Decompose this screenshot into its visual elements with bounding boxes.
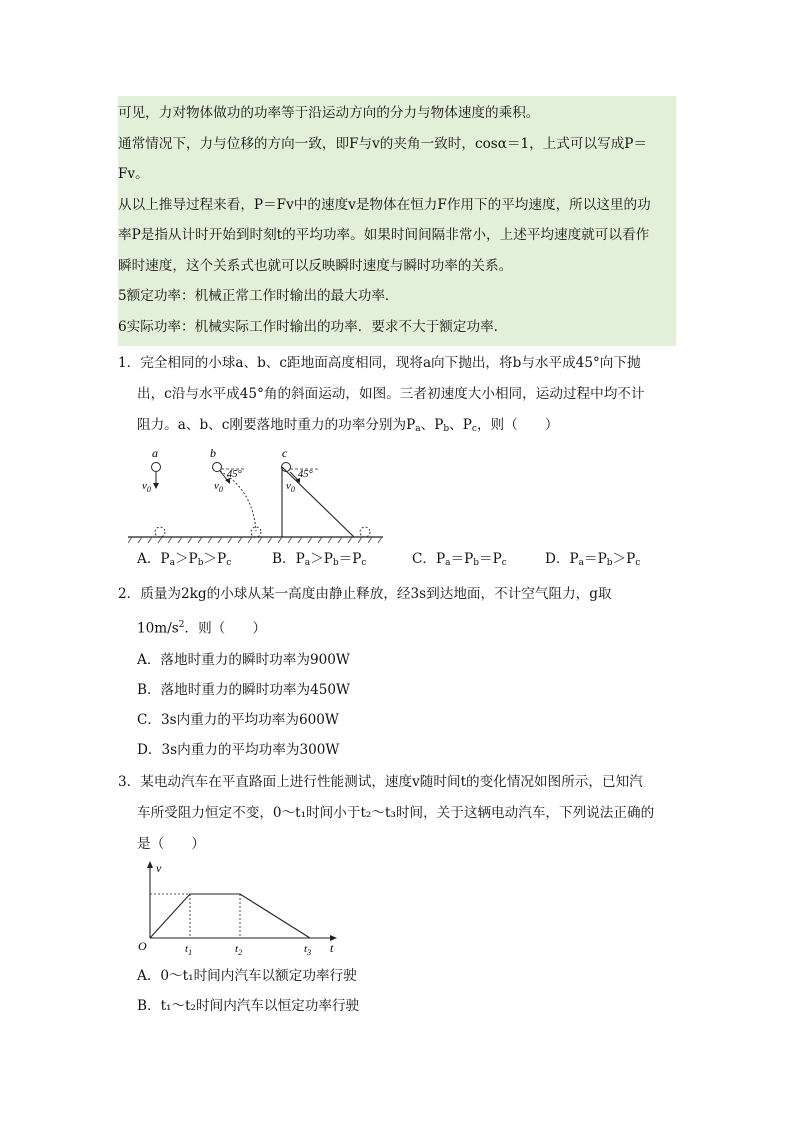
q3-option-a[interactable]: A．0～t₁时间内汽车以额定功率行驶 <box>137 967 357 984</box>
svg-text:t3: $t_3$ <box>304 942 312 955</box>
q2-option-a[interactable]: A．落地时重力的瞬时功率为900W <box>137 651 350 668</box>
q2-option-b[interactable]: B．落地时重力的瞬时功率为450W <box>137 681 351 698</box>
q1-line3-pre: 阻力。a、b、c刚要落地时重力的功率分别为P <box>137 417 416 433</box>
q3-line2: 车所受阻力恒定不变，0～t₁时间小于t₂～t₃时间，关于这辆电动汽车，下列说法正确的 <box>137 804 655 821</box>
q1-figure <box>128 445 388 545</box>
svg-text:v0: $v_0$ <box>142 480 151 494</box>
label-a: a <box>152 446 158 460</box>
question-3 <box>118 767 676 1021</box>
q3-vt-graph <box>132 860 342 955</box>
ball-a <box>152 463 161 472</box>
q2-stem: 2．质量为2kg的小球从某一高度由静止释放，经3s到达地面，不计空气阻力，g取 $10m/s^2$．则（ ） <box>118 586 612 637</box>
svg-text:t1: $t_1$ <box>185 942 193 955</box>
q2-line2-post: ．则（ ） <box>184 620 267 637</box>
label-b: b <box>210 446 216 460</box>
q2-line1: 2．质量为2kg的小球从某一高度由静止释放，经3s到达地面，不计空气阻力，g取 <box>118 586 612 602</box>
notes-block <box>118 96 676 346</box>
q1-option-c[interactable]: C．$P_a=P_b=P_c$ <box>412 551 507 568</box>
q3-line3: 是（ ） <box>137 835 205 852</box>
document-page <box>118 96 676 1021</box>
axis-t-label: t <box>330 940 334 955</box>
q1-option-a[interactable]: A．$P_a>P_b>P_c$ <box>137 551 232 568</box>
question-1 <box>118 348 676 577</box>
note-line: 可见，力对物体做功的功率等于沿运动方向的分力与物体速度的乘积。 <box>118 105 540 121</box>
q1-options <box>118 545 676 577</box>
svg-text:t2: $t_2$ <box>235 942 243 955</box>
note-line: Fv。 <box>118 166 149 182</box>
q1-option-b[interactable]: B．$P_a>P_b=P_c$ <box>272 551 367 568</box>
note-line: 5额定功率：机械正常工作时输出的最大功率． <box>118 288 399 304</box>
label-c: c <box>282 446 288 460</box>
svg-text:v0: $v_0$ <box>214 480 223 494</box>
q1-line2: 出，c沿与水平成45°角的斜面运动，如图。三者初速度大小相同，运动过程中均不计 <box>137 386 645 402</box>
q1-line3-post: ，则（ ） <box>476 417 559 433</box>
note-line: 通常情况下，力与位移的方向一致，即F与v的夹角一致时，cosα＝1，上式可以写成P＝ <box>118 135 648 152</box>
ball-a-landing <box>155 527 165 537</box>
q2-option-d[interactable]: D．3s内重力的平均功率为300W <box>137 741 340 758</box>
ball-b-landing <box>251 527 261 537</box>
question-2 <box>118 579 676 765</box>
origin-label: O <box>138 938 147 953</box>
note-line: 瞬时速度，这个关系式也就可以反映瞬时速度与瞬时功率的关系。 <box>118 257 513 274</box>
svg-text:v0: $v_0$ <box>286 480 295 494</box>
note-line: 6实际功率：机械实际工作时输出的功率．要求不大于额定功率． <box>118 318 508 335</box>
note-line: 从以上推导过程来看，P＝Fv中的速度v是物体在恒力F作用下的平均速度，所以这里的功 <box>118 196 651 213</box>
q3-option-b[interactable]: B．t₁～t₂时间内汽车以恒定功率行驶 <box>137 997 360 1014</box>
q1-stem: 1．完全相同的小球a、b、c距地面高度相同，现将a向下抛出，将b与水平成45°向下抛 出，c沿与水平成45°角的斜面运动，如图。三者初速度大小相同，运动过程中均不计 阻力。a、b、c刚要落地时重力的功率分别为$P_a$、$P_b$、$P_c$，则（ ） <box>118 355 645 434</box>
q3-line1: 3．某电动汽车在平直路面上进行性能测试，速度v随时间t的变化情况如图所示，已知汽 <box>118 773 643 790</box>
q3-stem <box>118 767 676 860</box>
note-line: 率P是指从计时开始到时刻t的平均功率。如果时间间隔非常小，上述平均速度就可以看作 <box>118 227 650 243</box>
q1-option-d[interactable]: D．$P_a=P_b>P_c$ <box>545 551 641 568</box>
axis-v-label: v <box>156 860 162 875</box>
angle-b: 45° <box>227 469 242 480</box>
ball-b <box>213 463 222 472</box>
q1-line1: 1．完全相同的小球a、b、c距地面高度相同，现将a向下抛出，将b与水平成45°向下抛 <box>118 355 641 371</box>
vt-curve <box>150 894 310 938</box>
q2-line2-pre: 10m/s <box>137 620 179 637</box>
ball-c-landing <box>360 527 370 537</box>
q2-option-c[interactable]: C．3s内重力的平均功率为600W <box>137 711 339 728</box>
angle-c: 45° <box>298 469 313 480</box>
